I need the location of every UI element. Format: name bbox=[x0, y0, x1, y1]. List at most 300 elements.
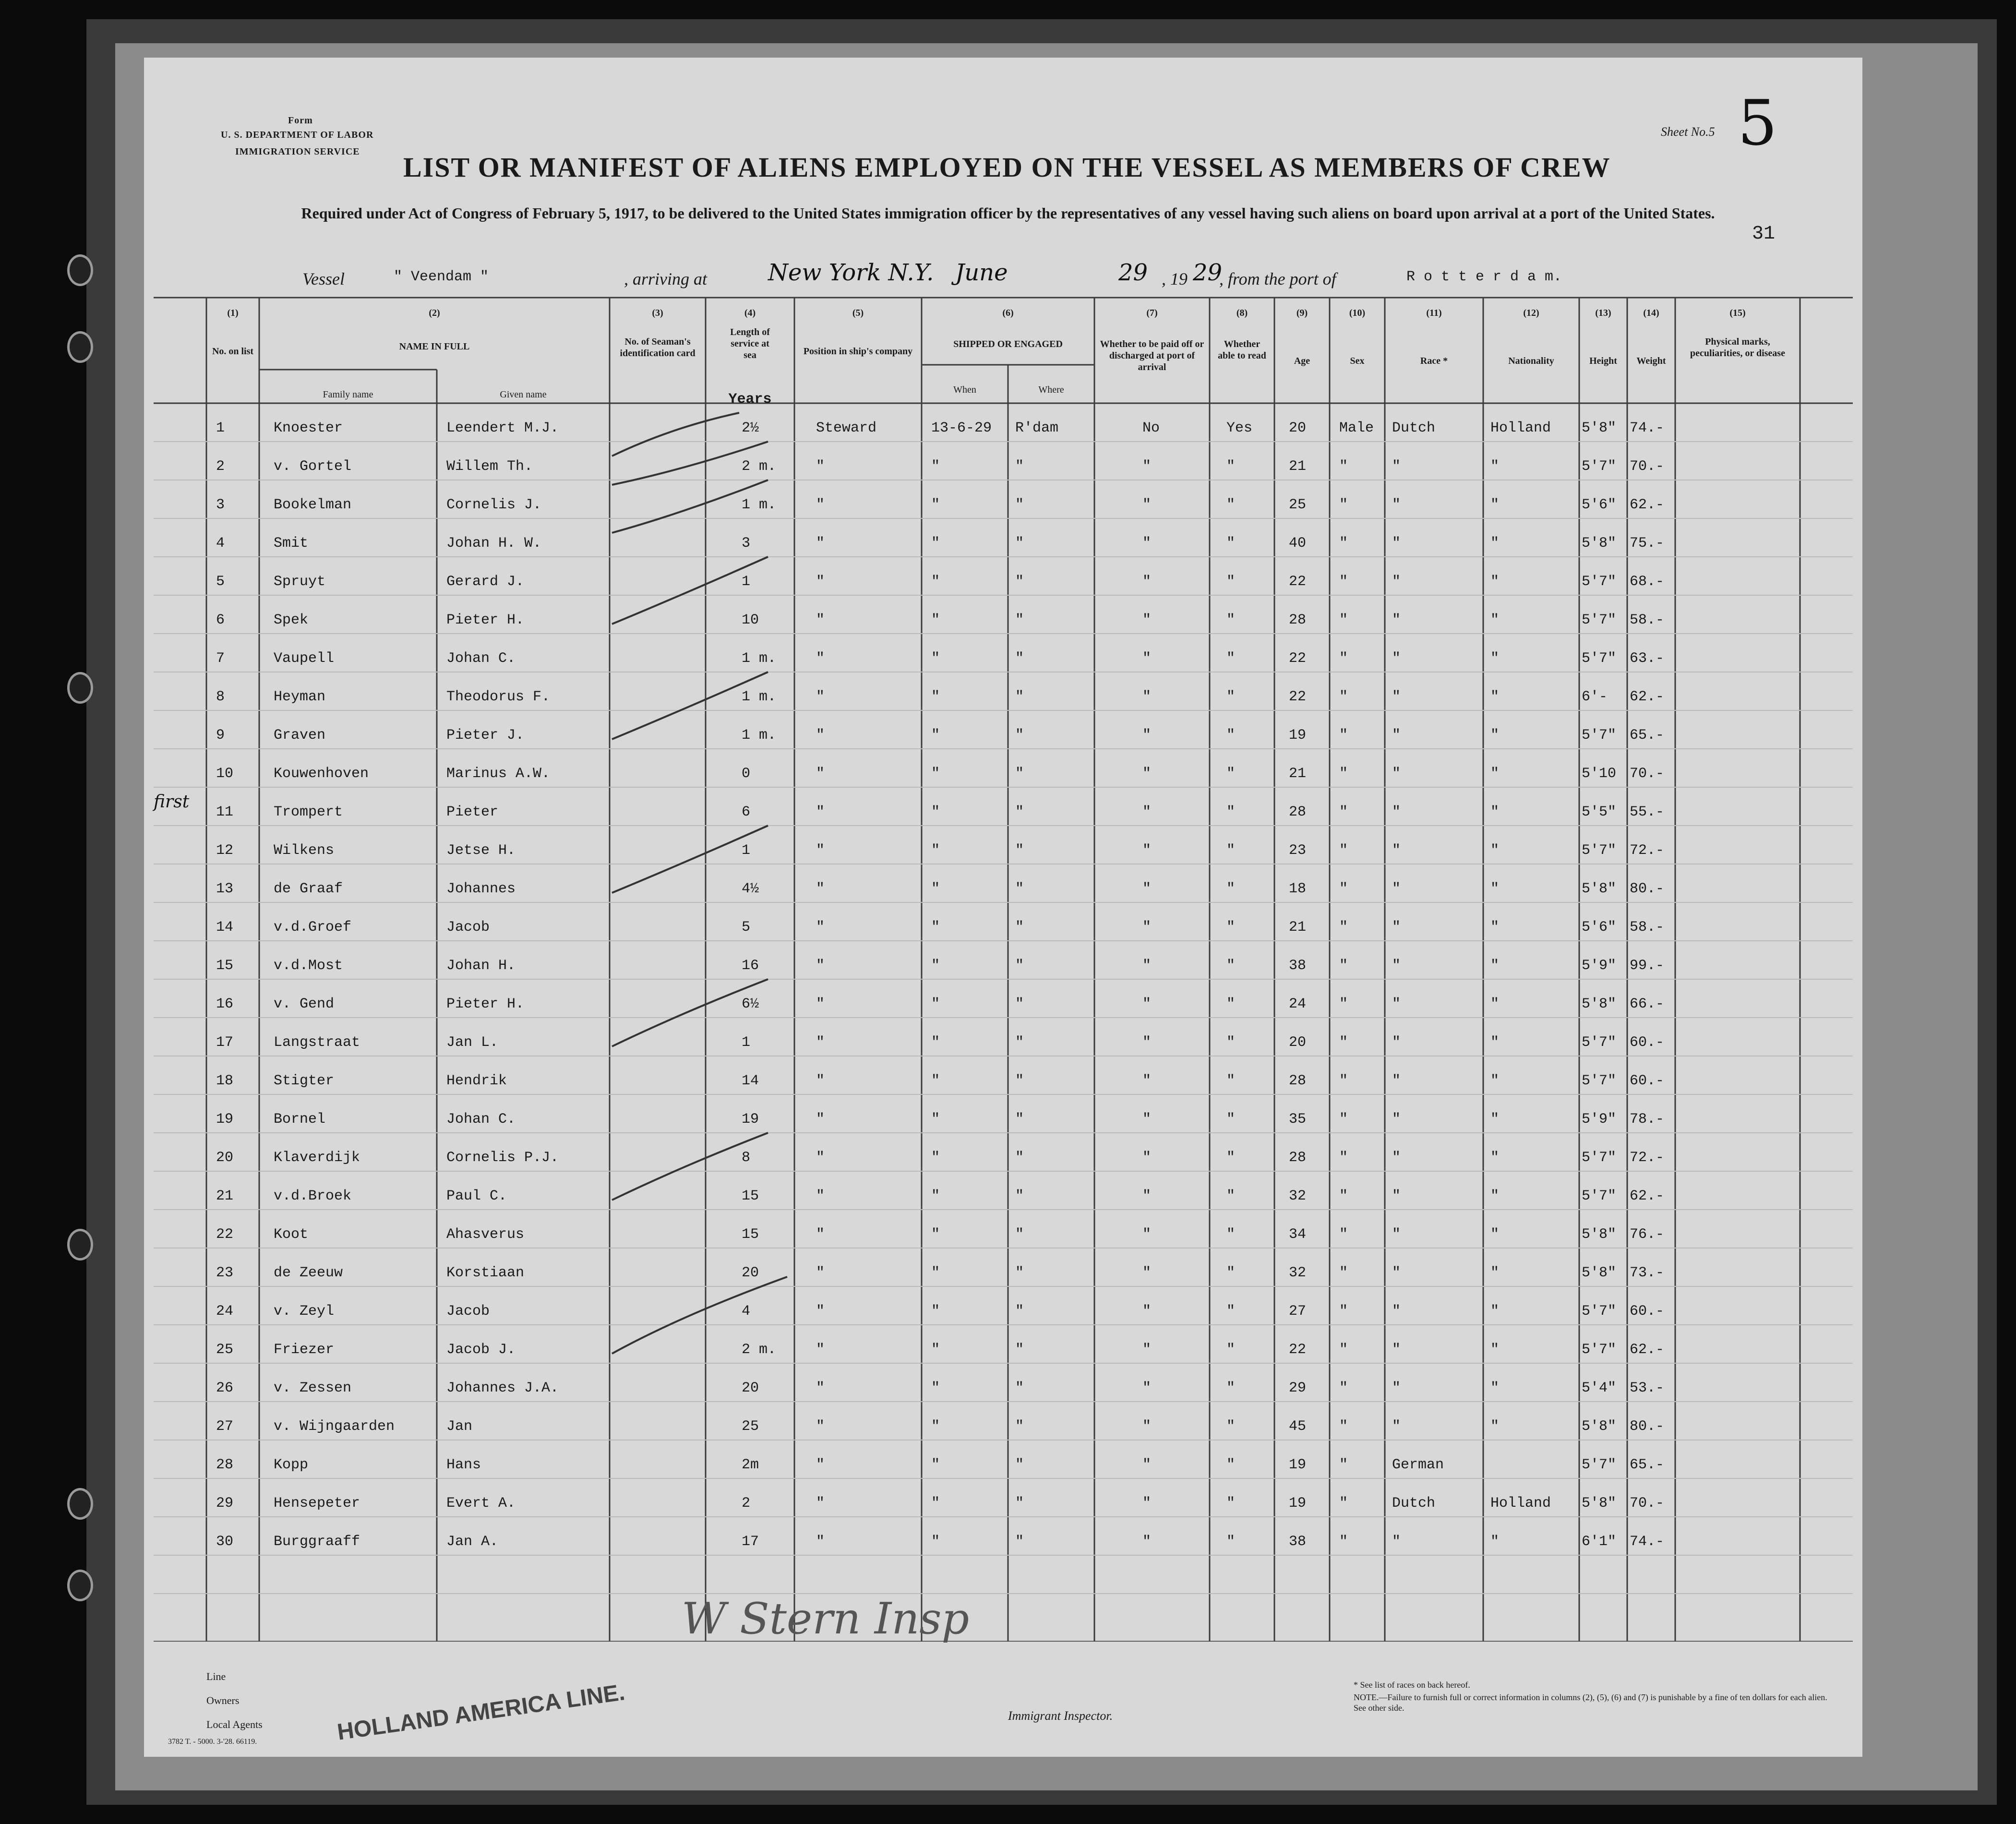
cell-able-to-read: Yes bbox=[1226, 420, 1253, 436]
cell-row-number: 18 bbox=[216, 1073, 234, 1089]
cell-row-number: 3 bbox=[216, 497, 225, 513]
cell-family-name: Burggraaff bbox=[274, 1534, 360, 1550]
cell-service-years: 2 m. bbox=[742, 458, 777, 475]
col-6-num: (6) bbox=[1002, 308, 1014, 318]
cell-row-number: 20 bbox=[216, 1150, 234, 1166]
cell-shipped-where: " bbox=[1015, 919, 1024, 936]
cell-position: " bbox=[816, 842, 825, 859]
cell-paid-off: " bbox=[1142, 497, 1152, 513]
cell-height: 5'7" bbox=[1582, 1188, 1617, 1204]
cell-sex: " bbox=[1339, 1380, 1348, 1396]
cell-shipped-where: " bbox=[1015, 1073, 1024, 1089]
cell-paid-off: " bbox=[1142, 727, 1152, 744]
cell-shipped-when: " bbox=[931, 689, 940, 705]
cell-nationality: " bbox=[1490, 1418, 1500, 1435]
cell-given-name: Pieter H. bbox=[446, 612, 525, 628]
cell-shipped-where: " bbox=[1015, 1534, 1024, 1550]
binder-hole-icon bbox=[67, 331, 93, 363]
cell-shipped-when: " bbox=[931, 881, 940, 897]
cell-shipped-when: " bbox=[931, 842, 940, 859]
cell-race: " bbox=[1392, 919, 1401, 936]
cell-able-to-read: " bbox=[1226, 1380, 1236, 1396]
cell-shipped-where: " bbox=[1015, 1226, 1024, 1243]
cell-shipped-when: " bbox=[931, 1073, 940, 1089]
cell-nationality: " bbox=[1490, 958, 1500, 974]
col-15-num: (15) bbox=[1729, 308, 1746, 318]
cell-paid-off: " bbox=[1142, 1073, 1152, 1089]
cell-family-name: v. Gortel bbox=[274, 458, 352, 475]
cell-shipped-where: " bbox=[1015, 1342, 1024, 1358]
cell-nationality: " bbox=[1490, 881, 1500, 897]
cell-row-number: 19 bbox=[216, 1111, 234, 1128]
cell-height: 5'7" bbox=[1582, 727, 1617, 744]
cell-shipped-when: " bbox=[931, 1303, 940, 1320]
cell-position: " bbox=[816, 612, 825, 628]
cell-shipped-where: " bbox=[1015, 1418, 1024, 1435]
cell-race: " bbox=[1392, 766, 1401, 782]
cell-height: 5'9" bbox=[1582, 958, 1617, 974]
cell-shipped-when: " bbox=[931, 766, 940, 782]
cell-height: 6'1" bbox=[1582, 1534, 1617, 1550]
col-name-header: NAME IN FULL bbox=[399, 341, 470, 352]
cell-race: " bbox=[1392, 1111, 1401, 1128]
cell-shipped-when: " bbox=[931, 574, 940, 590]
cell-row-number: 7 bbox=[216, 650, 225, 667]
cell-sex: " bbox=[1339, 881, 1348, 897]
cell-given-name: Johan C. bbox=[446, 650, 516, 667]
cell-age: 23 bbox=[1289, 842, 1307, 859]
line-label: Line bbox=[206, 1670, 226, 1682]
col-family-header: Family name bbox=[323, 389, 373, 400]
cell-height: 5'7" bbox=[1582, 1342, 1617, 1358]
cell-position: " bbox=[816, 689, 825, 705]
cell-paid-off: " bbox=[1142, 958, 1152, 974]
date-month: June bbox=[955, 259, 1008, 286]
cell-race: " bbox=[1392, 1188, 1401, 1204]
cell-service-years: 1 bbox=[742, 842, 751, 859]
cell-given-name: Johannes J.A. bbox=[446, 1380, 559, 1396]
cell-row-number: 26 bbox=[216, 1380, 234, 1396]
cell-weight: 75.- bbox=[1630, 535, 1665, 552]
cell-sex: " bbox=[1339, 689, 1348, 705]
cell-able-to-read: " bbox=[1226, 458, 1236, 475]
cell-family-name: v.d.Most bbox=[274, 958, 343, 974]
cell-position: " bbox=[816, 804, 825, 820]
cell-age: 34 bbox=[1289, 1226, 1307, 1243]
cell-service-years: 8 bbox=[742, 1150, 751, 1166]
cell-sex: " bbox=[1339, 458, 1348, 475]
col-height-header: Height bbox=[1589, 356, 1617, 366]
cell-weight: 53.- bbox=[1630, 1380, 1665, 1396]
cell-weight: 76.- bbox=[1630, 1226, 1665, 1243]
cell-family-name: Bookelman bbox=[274, 497, 352, 513]
cell-weight: 99.- bbox=[1630, 958, 1665, 974]
cell-paid-off: " bbox=[1142, 804, 1152, 820]
cell-position: " bbox=[816, 1150, 825, 1166]
cell-shipped-where: " bbox=[1015, 612, 1024, 628]
cell-race: " bbox=[1392, 1303, 1401, 1320]
cell-race: " bbox=[1392, 458, 1401, 475]
cell-nationality: " bbox=[1490, 1226, 1500, 1243]
cell-shipped-where: " bbox=[1015, 689, 1024, 705]
binder-hole-icon bbox=[67, 1570, 93, 1601]
cell-shipped-where: " bbox=[1015, 1265, 1024, 1281]
cell-paid-off: " bbox=[1142, 650, 1152, 667]
cell-age: 28 bbox=[1289, 1073, 1307, 1089]
cell-sex: " bbox=[1339, 1534, 1348, 1550]
cell-given-name: Paul C. bbox=[446, 1188, 507, 1204]
cell-sex: " bbox=[1339, 1495, 1348, 1512]
cell-shipped-when: " bbox=[931, 919, 940, 936]
cell-height: 5'8" bbox=[1582, 1418, 1617, 1435]
cell-family-name: Klaverdijk bbox=[274, 1150, 360, 1166]
col-4-num: (4) bbox=[744, 308, 756, 318]
cell-shipped-when: 13-6-29 bbox=[931, 420, 992, 436]
cell-nationality: " bbox=[1490, 727, 1500, 744]
cell-race: " bbox=[1392, 804, 1401, 820]
cell-service-years: 15 bbox=[742, 1188, 759, 1204]
col-where-header: Where bbox=[1038, 384, 1064, 395]
cell-able-to-read: " bbox=[1226, 1457, 1236, 1473]
cell-given-name: Gerard J. bbox=[446, 574, 525, 590]
cell-height: 5'7" bbox=[1582, 458, 1617, 475]
cell-height: 5'7" bbox=[1582, 1457, 1617, 1473]
cell-shipped-when: " bbox=[931, 1226, 940, 1243]
cell-given-name: Jacob bbox=[446, 1303, 490, 1320]
binder-hole-icon bbox=[67, 1229, 93, 1260]
cell-able-to-read: " bbox=[1226, 881, 1236, 897]
sheet-label: Sheet No.5 bbox=[1661, 125, 1715, 139]
cell-service-years: 16 bbox=[742, 958, 759, 974]
cell-nationality: " bbox=[1490, 650, 1500, 667]
cell-paid-off: " bbox=[1142, 1534, 1152, 1550]
cell-height: 5'9" bbox=[1582, 1111, 1617, 1128]
cell-row-number: 9 bbox=[216, 727, 225, 744]
cell-service-years: 2m bbox=[742, 1457, 759, 1473]
vessel-label: Vessel bbox=[302, 269, 345, 288]
cell-given-name: Jan L. bbox=[446, 1034, 499, 1051]
service-label: IMMIGRATION SERVICE bbox=[235, 146, 360, 157]
cell-age: 27 bbox=[1289, 1303, 1307, 1320]
cell-paid-off: " bbox=[1142, 842, 1152, 859]
binder-hole-icon bbox=[67, 672, 93, 704]
cell-nationality: " bbox=[1490, 497, 1500, 513]
cell-position: " bbox=[816, 1303, 825, 1320]
cell-race: " bbox=[1392, 574, 1401, 590]
cell-position: " bbox=[816, 1495, 825, 1512]
cell-able-to-read: " bbox=[1226, 689, 1236, 705]
cell-race: " bbox=[1392, 1380, 1401, 1396]
cell-sex: " bbox=[1339, 1418, 1348, 1435]
cell-height: 5'7" bbox=[1582, 1303, 1617, 1320]
col-shipped-header: SHIPPED OR ENGAGED bbox=[953, 339, 1063, 349]
cell-able-to-read: " bbox=[1226, 1418, 1236, 1435]
col-8-num: (8) bbox=[1236, 308, 1248, 318]
cell-family-name: v. Gend bbox=[274, 996, 335, 1012]
cell-race: Dutch bbox=[1392, 1495, 1436, 1512]
cell-family-name: Kopp bbox=[274, 1457, 309, 1473]
cell-age: 22 bbox=[1289, 1342, 1307, 1358]
cell-sex: " bbox=[1339, 1265, 1348, 1281]
cell-family-name: Wilkens bbox=[274, 842, 335, 859]
cell-shipped-when: " bbox=[931, 1534, 940, 1550]
cell-sex: " bbox=[1339, 612, 1348, 628]
cell-family-name: Spek bbox=[274, 612, 309, 628]
cell-age: 28 bbox=[1289, 1150, 1307, 1166]
cell-service-years: 6 bbox=[742, 804, 751, 820]
cell-position: " bbox=[816, 1265, 825, 1281]
cell-nationality: " bbox=[1490, 842, 1500, 859]
cell-weight: 62.- bbox=[1630, 1188, 1665, 1204]
cell-nationality: " bbox=[1490, 535, 1500, 552]
cell-family-name: Heyman bbox=[274, 689, 326, 705]
cell-position: " bbox=[816, 919, 825, 936]
cell-shipped-where: " bbox=[1015, 996, 1024, 1012]
cell-age: 21 bbox=[1289, 766, 1307, 782]
cell-given-name: Johan C. bbox=[446, 1111, 516, 1128]
cell-age: 38 bbox=[1289, 1534, 1307, 1550]
cell-shipped-where: " bbox=[1015, 1150, 1024, 1166]
cell-height: 5'8" bbox=[1582, 420, 1617, 436]
cell-shipped-where: " bbox=[1015, 574, 1024, 590]
cell-position: " bbox=[816, 1457, 825, 1473]
cell-weight: 65.- bbox=[1630, 1457, 1665, 1473]
cell-row-number: 28 bbox=[216, 1457, 234, 1473]
cell-age: 19 bbox=[1289, 1495, 1307, 1512]
cell-age: 25 bbox=[1289, 497, 1307, 513]
cell-weight: 78.- bbox=[1630, 1111, 1665, 1128]
col-5-num: (5) bbox=[852, 308, 864, 318]
cell-position: " bbox=[816, 1073, 825, 1089]
cell-shipped-where: " bbox=[1015, 804, 1024, 820]
cell-weight: 80.- bbox=[1630, 881, 1665, 897]
cell-sex: " bbox=[1339, 1073, 1348, 1089]
cell-race: " bbox=[1392, 1226, 1401, 1243]
cell-shipped-where: " bbox=[1015, 1034, 1024, 1051]
cell-race: " bbox=[1392, 958, 1401, 974]
cell-position: " bbox=[816, 1034, 825, 1051]
cell-paid-off: " bbox=[1142, 1303, 1152, 1320]
cell-nationality: " bbox=[1490, 689, 1500, 705]
cell-age: 28 bbox=[1289, 804, 1307, 820]
cell-able-to-read: " bbox=[1226, 727, 1236, 744]
cell-family-name: Trompert bbox=[274, 804, 343, 820]
cell-shipped-where: R'dam bbox=[1015, 420, 1059, 436]
cell-given-name: Pieter H. bbox=[446, 996, 525, 1012]
cell-family-name: Smit bbox=[274, 535, 309, 552]
cell-position: " bbox=[816, 996, 825, 1012]
cell-height: 5'7" bbox=[1582, 612, 1617, 628]
from-port: R o t t e r d a m. bbox=[1406, 269, 1562, 285]
cell-row-number: 24 bbox=[216, 1303, 234, 1320]
cell-service-years: 25 bbox=[742, 1418, 759, 1435]
cell-shipped-where: " bbox=[1015, 1188, 1024, 1204]
cell-height: 5'4" bbox=[1582, 1380, 1617, 1396]
cell-nationality: " bbox=[1490, 919, 1500, 936]
cell-paid-off: " bbox=[1142, 1188, 1152, 1204]
print-code: 3782 T. - 5000. 3-'28. 66119. bbox=[168, 1738, 257, 1746]
cell-height: 5'6" bbox=[1582, 497, 1617, 513]
cell-position: " bbox=[816, 1342, 825, 1358]
cell-weight: 66.- bbox=[1630, 996, 1665, 1012]
cell-sex: " bbox=[1339, 766, 1348, 782]
cell-nationality: " bbox=[1490, 1534, 1500, 1550]
cell-given-name: Cornelis J. bbox=[446, 497, 542, 513]
col-13-num: (13) bbox=[1595, 308, 1611, 318]
cell-race: " bbox=[1392, 497, 1401, 513]
cell-position: " bbox=[816, 1534, 825, 1550]
cell-height: 6'- bbox=[1582, 689, 1608, 705]
col-2-num: (2) bbox=[429, 308, 440, 318]
cell-sex: " bbox=[1339, 727, 1348, 744]
cell-service-years: 1 m. bbox=[742, 497, 777, 513]
cell-row-number: 2 bbox=[216, 458, 225, 475]
cell-paid-off: " bbox=[1142, 1265, 1152, 1281]
cell-sex: Male bbox=[1339, 420, 1374, 436]
cell-weight: 65.- bbox=[1630, 727, 1665, 744]
cell-able-to-read: " bbox=[1226, 650, 1236, 667]
cell-race: " bbox=[1392, 881, 1401, 897]
cell-family-name: v. Zeyl bbox=[274, 1303, 335, 1320]
date-day: 29 bbox=[1118, 259, 1148, 286]
cell-nationality: " bbox=[1490, 1034, 1500, 1051]
cell-age: 24 bbox=[1289, 996, 1307, 1012]
cell-able-to-read: " bbox=[1226, 1342, 1236, 1358]
cell-nationality: " bbox=[1490, 1111, 1500, 1128]
requirement-text: Required under Act of Congress of February 5, 1917, to be delivered to the United States immigration officer by the representatives of any vessel having such aliens on board upon arrival at a port of the United States. bbox=[301, 204, 1715, 222]
cell-given-name: Theodorus F. bbox=[446, 689, 551, 705]
form-label: Form bbox=[288, 115, 313, 126]
cell-shipped-where: " bbox=[1015, 881, 1024, 897]
cell-family-name: Bornel bbox=[274, 1111, 326, 1128]
col-race-header: Race * bbox=[1420, 356, 1448, 366]
cell-age: 20 bbox=[1289, 1034, 1307, 1051]
cell-sex: " bbox=[1339, 1111, 1348, 1128]
cell-race: " bbox=[1392, 1073, 1401, 1089]
cell-shipped-where: " bbox=[1015, 727, 1024, 744]
cell-family-name: Friezer bbox=[274, 1342, 335, 1358]
cell-position: " bbox=[816, 497, 825, 513]
cell-nationality: " bbox=[1490, 766, 1500, 782]
year-prefix: , 19 bbox=[1162, 269, 1188, 288]
cell-shipped-where: " bbox=[1015, 497, 1024, 513]
cell-weight: 72.- bbox=[1630, 1150, 1665, 1166]
from-label: , from the port of bbox=[1219, 269, 1336, 288]
cell-able-to-read: " bbox=[1226, 612, 1236, 628]
col-1-num: (1) bbox=[227, 308, 239, 318]
cell-row-number: 23 bbox=[216, 1265, 234, 1281]
cell-given-name: Jan bbox=[446, 1418, 473, 1435]
cell-row-number: 22 bbox=[216, 1226, 234, 1243]
sheet-number-large: 5 bbox=[1738, 86, 1777, 159]
cell-row-number: 10 bbox=[216, 766, 234, 782]
cell-sex: " bbox=[1339, 842, 1348, 859]
cell-weight: 70.- bbox=[1630, 766, 1665, 782]
cell-paid-off: " bbox=[1142, 919, 1152, 936]
cell-service-years: 14 bbox=[742, 1073, 759, 1089]
col-paid-header: Whether to be paid off or discharged at port of arrival bbox=[1100, 339, 1204, 372]
cell-position: " bbox=[816, 1111, 825, 1128]
cell-service-years: 3 bbox=[742, 535, 751, 552]
cell-able-to-read: " bbox=[1226, 1265, 1236, 1281]
cell-nationality: Holland bbox=[1490, 1495, 1551, 1512]
cell-nationality: " bbox=[1490, 1150, 1500, 1166]
cell-position: " bbox=[816, 958, 825, 974]
cell-paid-off: " bbox=[1142, 535, 1152, 552]
margin-note: first bbox=[154, 792, 190, 812]
races-note: * See list of races on back hereof. bbox=[1354, 1680, 1470, 1690]
col-position-header: Position in ship's company bbox=[803, 346, 913, 357]
cell-race: " bbox=[1392, 612, 1401, 628]
cell-shipped-where: " bbox=[1015, 1111, 1024, 1128]
cell-row-number: 4 bbox=[216, 535, 225, 552]
cell-sex: " bbox=[1339, 1226, 1348, 1243]
cell-able-to-read: " bbox=[1226, 842, 1236, 859]
cell-given-name: Hendrik bbox=[446, 1073, 507, 1089]
cell-age: 40 bbox=[1289, 535, 1307, 552]
cell-age: 22 bbox=[1289, 689, 1307, 705]
cell-shipped-when: " bbox=[931, 996, 940, 1012]
cell-race: " bbox=[1392, 1418, 1401, 1435]
cell-able-to-read: " bbox=[1226, 766, 1236, 782]
arriving-label: , arriving at bbox=[624, 269, 708, 288]
cell-paid-off: " bbox=[1142, 1150, 1152, 1166]
cell-paid-off: " bbox=[1142, 766, 1152, 782]
cell-height: 5'8" bbox=[1582, 1495, 1617, 1512]
cell-weight: 70.- bbox=[1630, 1495, 1665, 1512]
cell-weight: 68.- bbox=[1630, 574, 1665, 590]
cell-height: 5'5" bbox=[1582, 804, 1617, 820]
col-no-header: No. on list bbox=[212, 346, 254, 357]
cell-shipped-when: " bbox=[931, 1034, 940, 1051]
col-10-num: (10) bbox=[1349, 308, 1366, 318]
cell-age: 45 bbox=[1289, 1418, 1307, 1435]
cell-shipped-when: " bbox=[931, 1342, 940, 1358]
cell-shipped-where: " bbox=[1015, 1495, 1024, 1512]
page-title: LIST OR MANIFEST OF ALIENS EMPLOYED ON THE VESSEL AS MEMBERS OF CREW bbox=[403, 152, 1611, 183]
col-9-num: (9) bbox=[1296, 308, 1308, 318]
col-when-header: When bbox=[953, 384, 976, 395]
cell-nationality: " bbox=[1490, 458, 1500, 475]
cell-shipped-when: " bbox=[931, 727, 940, 744]
cell-service-years: 19 bbox=[742, 1111, 759, 1128]
cell-height: 5'7" bbox=[1582, 842, 1617, 859]
cell-able-to-read: " bbox=[1226, 1188, 1236, 1204]
cell-family-name: Vaupell bbox=[274, 650, 335, 667]
cell-given-name: Korstiaan bbox=[446, 1265, 525, 1281]
cell-race: " bbox=[1392, 1342, 1401, 1358]
cell-nationality: Holland bbox=[1490, 420, 1551, 436]
cell-given-name: Jetse H. bbox=[446, 842, 516, 859]
col-idcard-header: No. of Seaman's identification card bbox=[620, 336, 696, 359]
cell-race: " bbox=[1392, 727, 1401, 744]
cell-height: 5'7" bbox=[1582, 650, 1617, 667]
cell-shipped-where: " bbox=[1015, 535, 1024, 552]
cell-position: " bbox=[816, 458, 825, 475]
cell-able-to-read: " bbox=[1226, 1034, 1236, 1051]
col-7-num: (7) bbox=[1146, 308, 1158, 318]
cell-paid-off: " bbox=[1142, 1457, 1152, 1473]
col-service-header: Length of service at sea bbox=[730, 327, 770, 360]
cell-sex: " bbox=[1339, 1150, 1348, 1166]
cell-height: 5'7" bbox=[1582, 1073, 1617, 1089]
col-14-num: (14) bbox=[1643, 308, 1659, 318]
cell-height: 5'8" bbox=[1582, 881, 1617, 897]
penalty-note: NOTE.—Failure to furnish full or correct information in columns (2), (5), (6) and (7) is punishable by a fine of ten dollars for each alien. See other side. bbox=[1354, 1692, 1827, 1713]
cell-row-number: 5 bbox=[216, 574, 225, 590]
cell-row-number: 15 bbox=[216, 958, 234, 974]
cell-sex: " bbox=[1339, 535, 1348, 552]
